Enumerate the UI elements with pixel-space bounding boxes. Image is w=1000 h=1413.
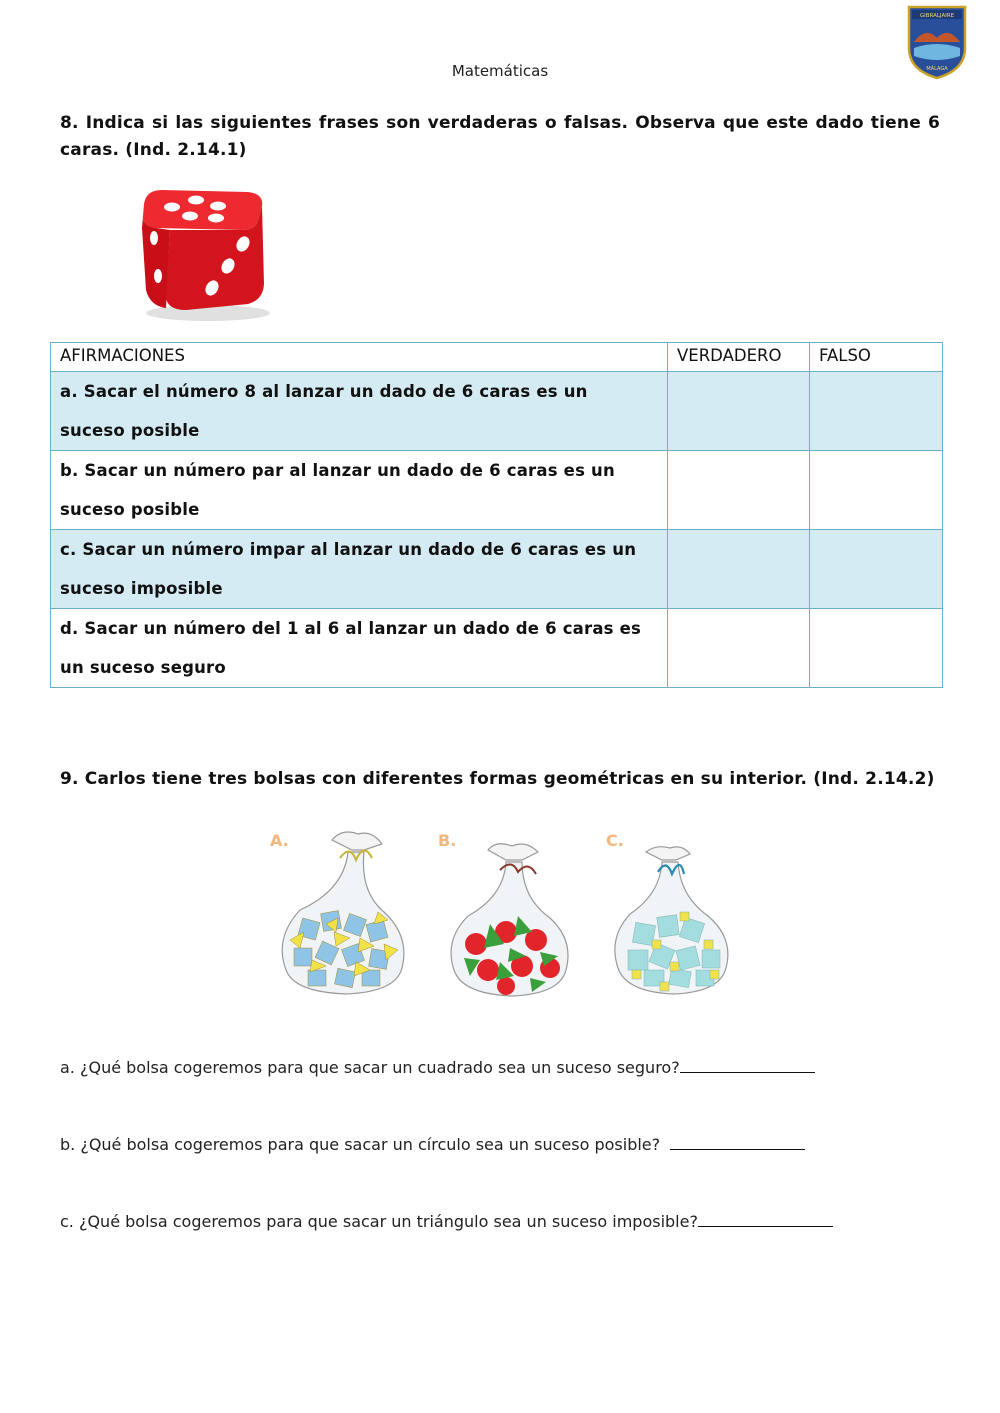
answer-line-b bbox=[60, 1135, 805, 1154]
header-verdadero: VERDADERO bbox=[668, 343, 810, 372]
answer-line-c bbox=[60, 1212, 833, 1231]
header-falso: FALSO bbox=[810, 343, 943, 372]
answer-blank-a[interactable] bbox=[680, 1058, 815, 1073]
school-crest-logo bbox=[906, 4, 968, 80]
bag-a bbox=[282, 832, 404, 994]
bag-label-b: B. bbox=[438, 831, 457, 850]
table-row bbox=[51, 530, 943, 609]
table-row bbox=[51, 609, 943, 688]
verdadero-cell-b[interactable] bbox=[668, 451, 810, 530]
logo-top-text: GIBRALJAIRE bbox=[919, 13, 955, 19]
answer-blank-b[interactable] bbox=[670, 1135, 805, 1150]
falso-cell-b[interactable] bbox=[810, 451, 943, 530]
question-8-text: 8. Indica si las siguientes frases son verdaderas o falsas. Observa que este dado tiene 6 caras. (Ind. 2.14.1) bbox=[60, 113, 940, 160]
logo-bottom-text: MÁLAGA bbox=[926, 66, 948, 72]
table-row bbox=[51, 372, 943, 451]
answer-blank-c[interactable] bbox=[698, 1212, 833, 1227]
bag-b bbox=[451, 844, 568, 996]
bag-c bbox=[615, 847, 728, 994]
verdadero-cell-a[interactable] bbox=[668, 372, 810, 451]
question-c-text: c. ¿Qué bolsa cogeremos para que sacar un triángulo sea un suceso imposible? bbox=[60, 1212, 698, 1231]
statement-b: b. Sacar un número par al lanzar un dado de 6 caras es un suceso posible bbox=[51, 451, 668, 530]
table-row bbox=[51, 451, 943, 530]
verdadero-cell-c[interactable] bbox=[668, 530, 810, 609]
answer-line-a bbox=[60, 1058, 815, 1077]
question-a-text: a. ¿Qué bolsa cogeremos para que sacar un cuadrado sea un suceso seguro? bbox=[60, 1058, 680, 1077]
table-header-row bbox=[51, 343, 943, 372]
page-header-title: Matemáticas bbox=[451, 62, 549, 80]
question-9-text: 9. Carlos tiene tres bolsas con diferentes formas geométricas en su interior. (Ind. 2.14.2) bbox=[60, 769, 935, 789]
header-afirmaciones: AFIRMACIONES bbox=[51, 343, 668, 372]
verdadero-cell-d[interactable] bbox=[668, 609, 810, 688]
statement-a: a. Sacar el número 8 al lanzar un dado de 6 caras es un suceso posible bbox=[51, 372, 668, 451]
falso-cell-d[interactable] bbox=[810, 609, 943, 688]
red-dice-image bbox=[130, 180, 280, 325]
falso-cell-a[interactable] bbox=[810, 372, 943, 451]
statement-d: d. Sacar un número del 1 al 6 al lanzar un dado de 6 caras es un suceso seguro bbox=[51, 609, 668, 688]
question-b-text: b. ¿Qué bolsa cogeremos para que sacar un círculo sea un suceso posible? bbox=[60, 1135, 661, 1154]
statements-table bbox=[50, 342, 943, 688]
three-bags-image bbox=[260, 820, 760, 1005]
statement-c: c. Sacar un número impar al lanzar un dado de 6 caras es un suceso imposible bbox=[51, 530, 668, 609]
bag-label-c: C. bbox=[606, 831, 624, 850]
bag-label-a: A. bbox=[270, 831, 289, 850]
falso-cell-c[interactable] bbox=[810, 530, 943, 609]
